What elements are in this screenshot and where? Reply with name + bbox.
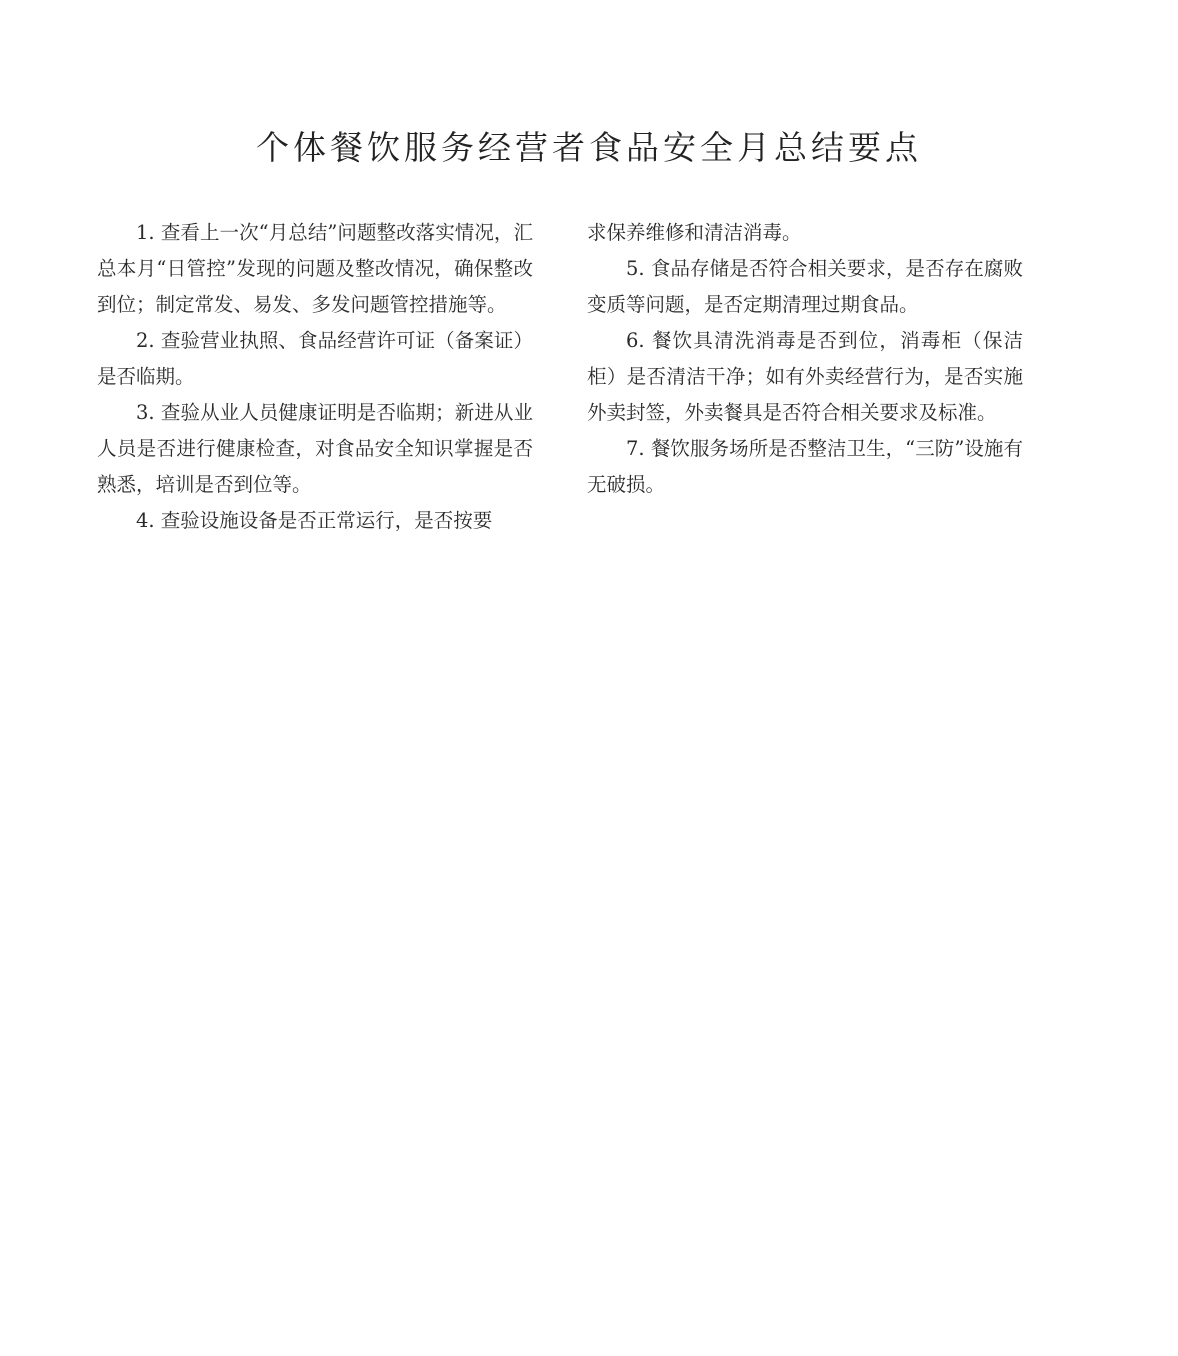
item-4-continued: 求保养维修和清洁消毒。 [587, 221, 802, 244]
item-4-start: 4. 查验设施设备是否正常运行，是否按要 [136, 509, 493, 532]
item-5: 5. 食品存储是否符合相关要求，是否存在腐败变质等问题，是否定期清理过期食品。 [587, 257, 1023, 316]
page-title: 个体餐饮服务经营者食品安全月总结要点 [256, 128, 922, 167]
item-6: 6. 餐饮具清洗消毒是否到位，消毒柜（保洁柜）是否清洁干净；如有外卖经营行为，是否实施外卖封签，外卖餐具是否符合相关要求及标准。 [587, 329, 1023, 424]
item-2: 2. 查验营业执照、食品经营许可证（备案证）是否临期。 [97, 329, 533, 388]
left-column [97, 215, 533, 539]
item-3: 3. 查验从业人员健康证明是否临期；新进从业人员是否进行健康检查，对食品安全知识掌握是否熟悉，培训是否到位等。 [97, 401, 533, 496]
item-1: 1. 查看上一次“月总结”问题整改落实情况，汇总本月“日管控”发现的问题及整改情况，确保整改到位；制定常发、易发、多发问题管控措施等。 [97, 221, 533, 316]
item-7: 7. 餐饮服务场所是否整洁卫生，“三防”设施有无破损。 [587, 437, 1023, 496]
right-column [587, 215, 1023, 503]
